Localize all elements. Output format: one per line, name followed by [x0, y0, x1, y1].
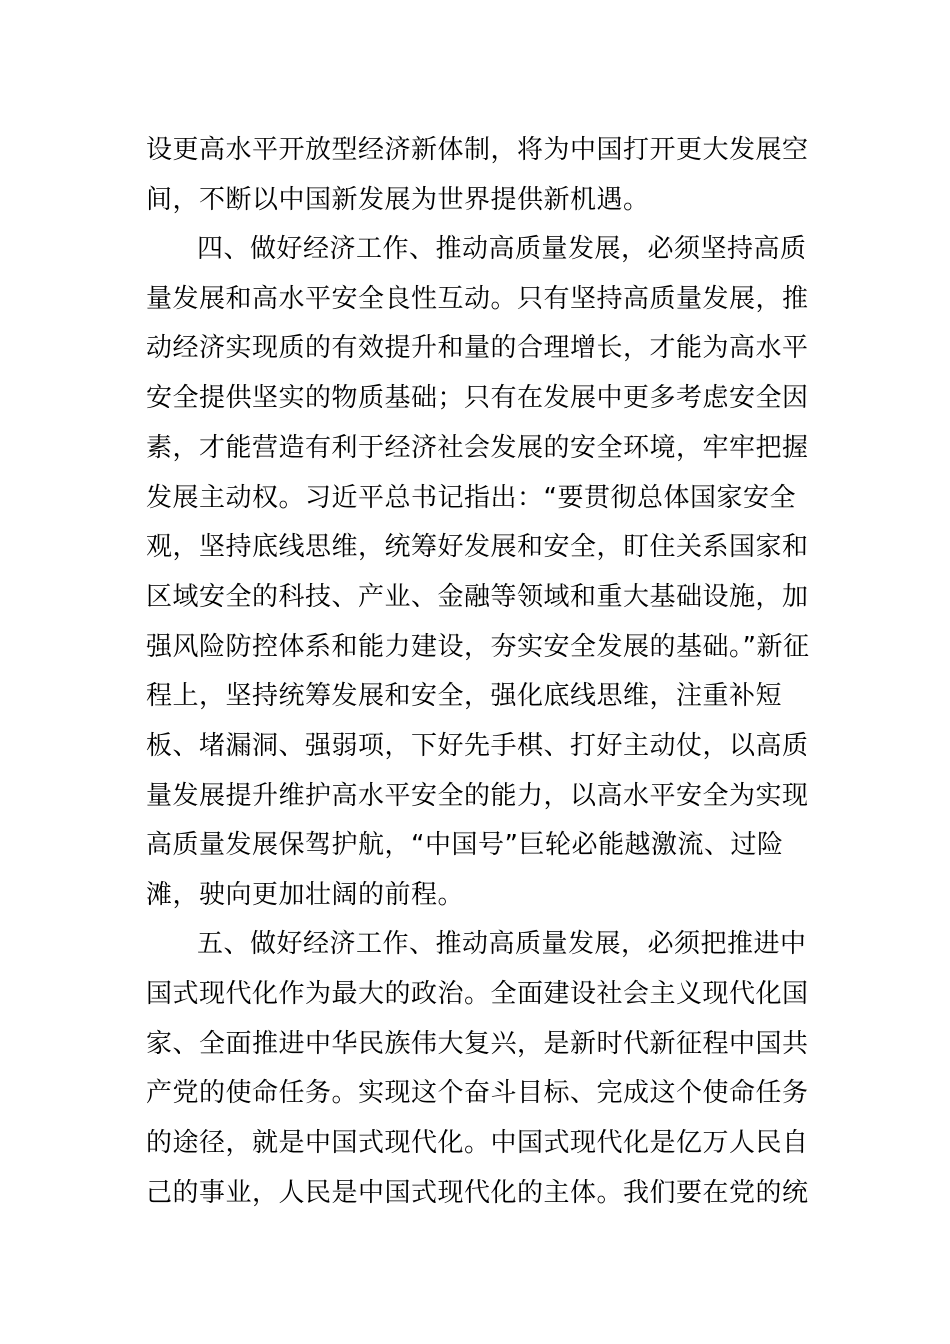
text-line: 动经济实现质的有效提升和量的合理增长，才能为高水平	[146, 333, 809, 363]
text-line: 高质量发展保驾护航，“中国号”巨轮必能越激流、过险	[146, 830, 784, 860]
text-line: 观，坚持底线思维，统筹好发展和安全，盯住关系国家和	[146, 532, 809, 562]
text-line: 己的事业，人民是中国式现代化的主体。我们要在党的统	[146, 1178, 809, 1208]
text-line: 发展主动权。习近平总书记指出：“要贯彻总体国家安全	[146, 483, 796, 513]
text-line: 程上，坚持统筹发展和安全，强化底线思维，注重补短	[146, 681, 783, 711]
text-line: 的途径，就是中国式现代化。中国式现代化是亿万人民自	[146, 1128, 809, 1158]
text-line: 素，才能营造有利于经济社会发展的安全环境，牢牢把握	[146, 433, 809, 463]
text-line: 间，不断以中国新发展为世界提供新机遇。	[146, 185, 650, 215]
text-line: 国式现代化作为最大的政治。全面建设社会主义现代化国	[146, 979, 809, 1009]
text-line: 强风险防控体系和能力建设，夯实安全发展的基础。”新征	[146, 632, 810, 662]
text-line: 区域安全的科技、产业、金融等领域和重大基础设施，加	[146, 582, 809, 612]
text-line: 板、堵漏洞、强弱项，下好先手棋、打好主动仗，以高质	[146, 731, 809, 761]
text-line: 滩，驶向更加壮阔的前程。	[146, 880, 465, 910]
text-line: 量发展提升维护高水平安全的能力，以高水平安全为实现	[146, 781, 809, 811]
text-line: 安全提供坚实的物质基础；只有在发展中更多考虑安全因	[146, 383, 809, 413]
text-line: 量发展和高水平安全良性互动。只有坚持高质量发展，推	[146, 284, 809, 314]
text-line: 设更高水平开放型经济新体制，将为中国打开更大发展空	[146, 135, 809, 165]
text-line: 产党的使命任务。实现这个奋斗目标、完成这个使命任务	[146, 1078, 809, 1108]
paragraph-start-line: 四、做好经济工作、推动高质量发展，必须坚持高质	[197, 234, 807, 264]
paragraph-start-line: 五、做好经济工作、推动高质量发展，必须把推进中	[197, 929, 807, 959]
text-line: 家、全面推进中华民族伟大复兴，是新时代新征程中国共	[146, 1029, 809, 1059]
